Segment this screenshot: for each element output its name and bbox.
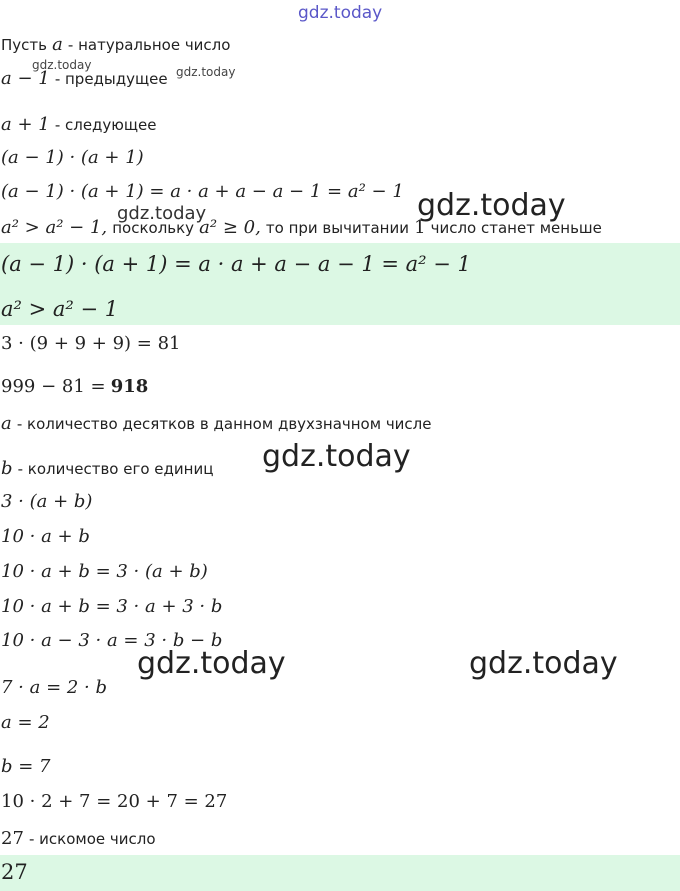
math-line: 10 · 2 + 7 = 20 + 7 = 27	[1, 791, 228, 812]
line-tens	[1, 413, 432, 434]
math: a² > a² − 1,	[1, 217, 108, 238]
math-line: 10 · a + b	[1, 526, 90, 547]
watermark-top: gdz.today	[298, 3, 383, 23]
math-var: a	[1, 413, 12, 434]
math: a + 1	[1, 114, 50, 135]
math-line: (a − 1) · (a + 1) = a · a + a − a − 1 = a² − 1	[1, 181, 404, 202]
math-line: 3 · (a + b)	[1, 491, 93, 512]
math: a² ≥ 0,	[199, 217, 261, 238]
line-result	[1, 376, 148, 397]
watermark-large-1: gdz.today	[417, 188, 566, 223]
final-answer: 27	[1, 860, 28, 884]
answer-line: a² > a² − 1	[1, 297, 119, 321]
line-next	[1, 114, 157, 135]
math: 999 − 81 =	[1, 376, 106, 397]
answer-highlight-block-2	[0, 855, 680, 891]
math-var: a	[52, 34, 63, 55]
text: - количество его единиц	[17, 460, 214, 478]
text: то при вычитании	[265, 219, 409, 237]
watermark-large-3: gdz.today	[137, 646, 286, 681]
text: - искомое число	[29, 830, 156, 848]
text: Пусть	[1, 36, 47, 54]
line-answer-statement	[1, 828, 156, 849]
watermark-large-4: gdz.today	[469, 646, 618, 681]
text: поскольку	[112, 219, 195, 237]
answer-line: (a − 1) · (a + 1) = a · a + a − a − 1 = a² − 1	[1, 252, 471, 276]
math-var: b	[1, 458, 13, 479]
math-line: a = 2	[1, 712, 50, 733]
math-line: 7 · a = 2 · b	[1, 677, 108, 698]
text: - натуральное число	[67, 36, 231, 54]
text: число станет меньше	[430, 219, 602, 237]
text: - следующее	[54, 116, 157, 134]
math-line: 10 · a + b = 3 · a + 3 · b	[1, 596, 223, 617]
text: - количество десятков в данном двухзначном числе	[16, 415, 432, 433]
math: 1	[414, 217, 426, 238]
line-previous	[1, 68, 168, 89]
line-comparison	[1, 217, 602, 238]
math-line: b = 7	[1, 756, 51, 777]
line-definition	[1, 34, 230, 55]
watermark-small-1: gdz.today	[32, 58, 92, 72]
watermark-small-2: gdz.today	[176, 65, 236, 79]
math-bold: 918	[110, 376, 149, 397]
math: 27	[1, 828, 24, 849]
watermark-medium-1: gdz.today	[117, 203, 207, 224]
math-line: 10 · a + b = 3 · (a + b)	[1, 561, 208, 582]
line-units	[1, 458, 213, 479]
math: a − 1	[1, 68, 50, 89]
math-line: (a − 1) · (a + 1)	[1, 147, 144, 168]
math-line: 3 · (9 + 9 + 9) = 81	[1, 333, 181, 354]
math-line: 10 · a − 3 · a = 3 · b − b	[1, 630, 223, 651]
text: - предыдущее	[54, 70, 168, 88]
watermark-large-2: gdz.today	[262, 439, 411, 474]
